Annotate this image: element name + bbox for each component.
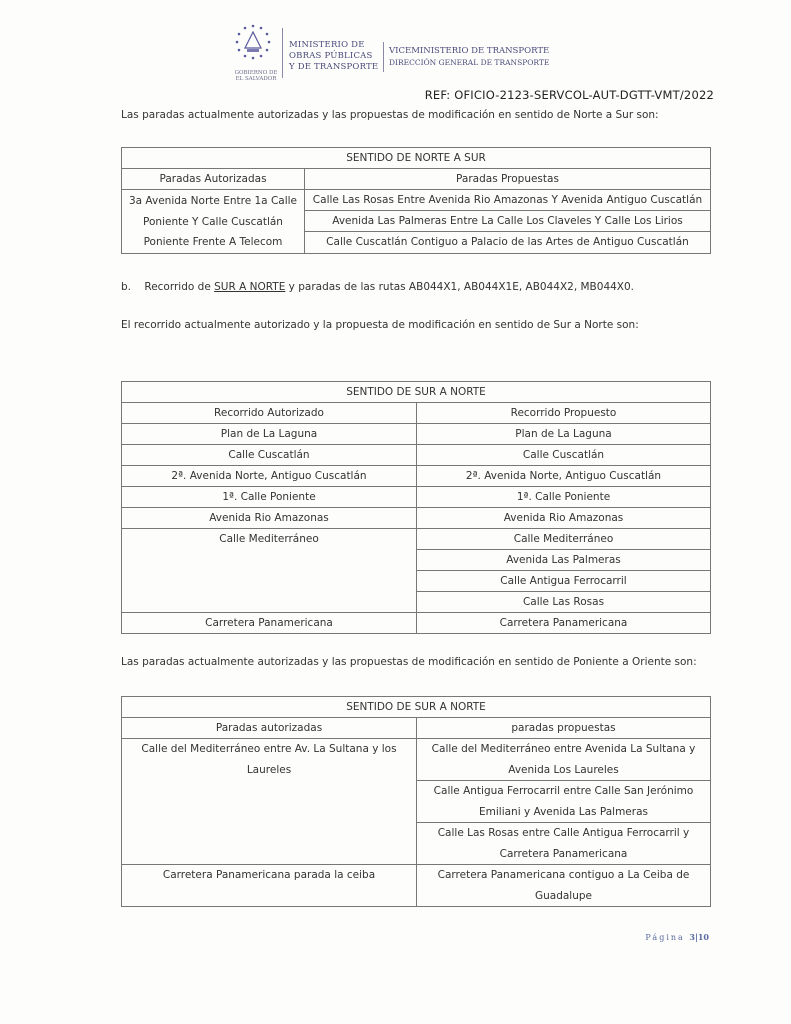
reference-number: REF: OFICIO-2123-SERVCOL-AUT-DGTT-VMT/2022 [424, 88, 714, 102]
route-cell: Calle Las Rosas [417, 592, 711, 613]
route-cell: Carretera Panamericana [122, 613, 417, 634]
viceministry-name: VICEMINISTERIO DE TRANSPORTE DIRECCIÓN GENERAL DE TRANSPORTE [389, 46, 550, 67]
table-sur-norte-recorrido [121, 381, 711, 634]
column-header: Recorrido Propuesto [417, 403, 711, 424]
column-header: Paradas Autorizadas [122, 169, 305, 190]
route-cell: Calle Cuscatlán [417, 445, 711, 466]
route-cell: Calle Cuscatlán [122, 445, 417, 466]
route-cell: Carretera Panamericana [417, 613, 711, 634]
proposed-stop-cell: Carretera Panamericana contiguo a La Ceiba de Guadalupe [417, 865, 711, 907]
proposed-stop-cell: Avenida Las Palmeras Entre La Calle Los Claveles Y Calle Los Lirios [305, 211, 711, 232]
route-cell: Plan de La Laguna [417, 424, 711, 445]
route-cell: Calle Mediterráneo [122, 529, 417, 613]
proposed-stop-cell: Calle Cuscatlán Contiguo a Palacio de las Artes de Antiguo Cuscatlán [305, 232, 711, 253]
route-cell: Calle Mediterráneo [417, 529, 711, 550]
route-cell: Avenida Las Palmeras [417, 550, 711, 571]
table-title: SENTIDO DE SUR A NORTE [122, 697, 711, 718]
route-cell: Avenida Rio Amazonas [417, 508, 711, 529]
authorized-stop-cell: Calle del Mediterráneo entre Av. La Sultana y los Laureles [122, 739, 417, 865]
intro-paragraph-2: El recorrido actualmente autorizado y la propuesta de modificación en sentido de Sur a Norte son: [121, 319, 639, 331]
route-cell: 2ª. Avenida Norte, Antiguo Cuscatlán [122, 466, 417, 487]
route-cell: Calle Antigua Ferrocarril [417, 571, 711, 592]
route-cell: Plan de La Laguna [122, 424, 417, 445]
route-cell: 1ª. Calle Poniente [417, 487, 711, 508]
page-number: Página 3|10 [645, 932, 709, 942]
section-b-heading: b. Recorrido de SUR A NORTE y paradas de las rutas AB044X1, AB044X1E, AB044X2, MB044X0. [121, 281, 635, 293]
header-divider [383, 42, 384, 72]
proposed-stop-cell: Calle Antigua Ferrocarril entre Calle San Jerónimo Emiliani y Avenida Las Palmeras [417, 781, 711, 823]
column-header: Recorrido Autorizado [122, 403, 417, 424]
route-cell: 1ª. Calle Poniente [122, 487, 417, 508]
gobierno-label: GOBIERNO DE EL SALVADOR [234, 70, 278, 82]
route-cell: Avenida Rio Amazonas [122, 508, 417, 529]
route-cell: 2ª. Avenida Norte, Antiguo Cuscatlán [417, 466, 711, 487]
column-header: paradas propuestas [417, 718, 711, 739]
table-norte-sur [121, 147, 711, 254]
column-header: Paradas autorizadas [122, 718, 417, 739]
proposed-stop-cell: Calle Las Rosas entre Calle Antigua Ferrocarril y Carretera Panamericana [417, 823, 711, 865]
intro-paragraph-1: Las paradas actualmente autorizadas y las propuestas de modificación en sentido de Norte a Sur son: [121, 109, 659, 121]
proposed-stop-cell: Calle Las Rosas Entre Avenida Rio Amazonas Y Avenida Antiguo Cuscatlán [305, 190, 711, 211]
ministry-name: MINISTERIO DE OBRAS PÚBLICAS Y DE TRANSPORTE [289, 40, 379, 72]
column-header: Paradas Propuestas [305, 169, 711, 190]
table-title: SENTIDO DE SUR A NORTE [122, 382, 711, 403]
authorized-stop-cell: Carretera Panamericana parada la ceiba [122, 865, 417, 907]
intro-paragraph-3: Las paradas actualmente autorizadas y las propuestas de modificación en sentido de Poniente a Oriente son: [121, 656, 697, 668]
authorized-stop-cell: 3a Avenida Norte Entre 1a Calle Poniente Y Calle Cuscatlán Poniente Frente A Telecom [122, 190, 305, 254]
table-sur-norte-paradas [121, 696, 711, 907]
proposed-stop-cell: Calle del Mediterráneo entre Avenida La Sultana y Avenida Los Laureles [417, 739, 711, 781]
header-divider [282, 28, 283, 78]
table-title: SENTIDO DE NORTE A SUR [122, 148, 711, 169]
